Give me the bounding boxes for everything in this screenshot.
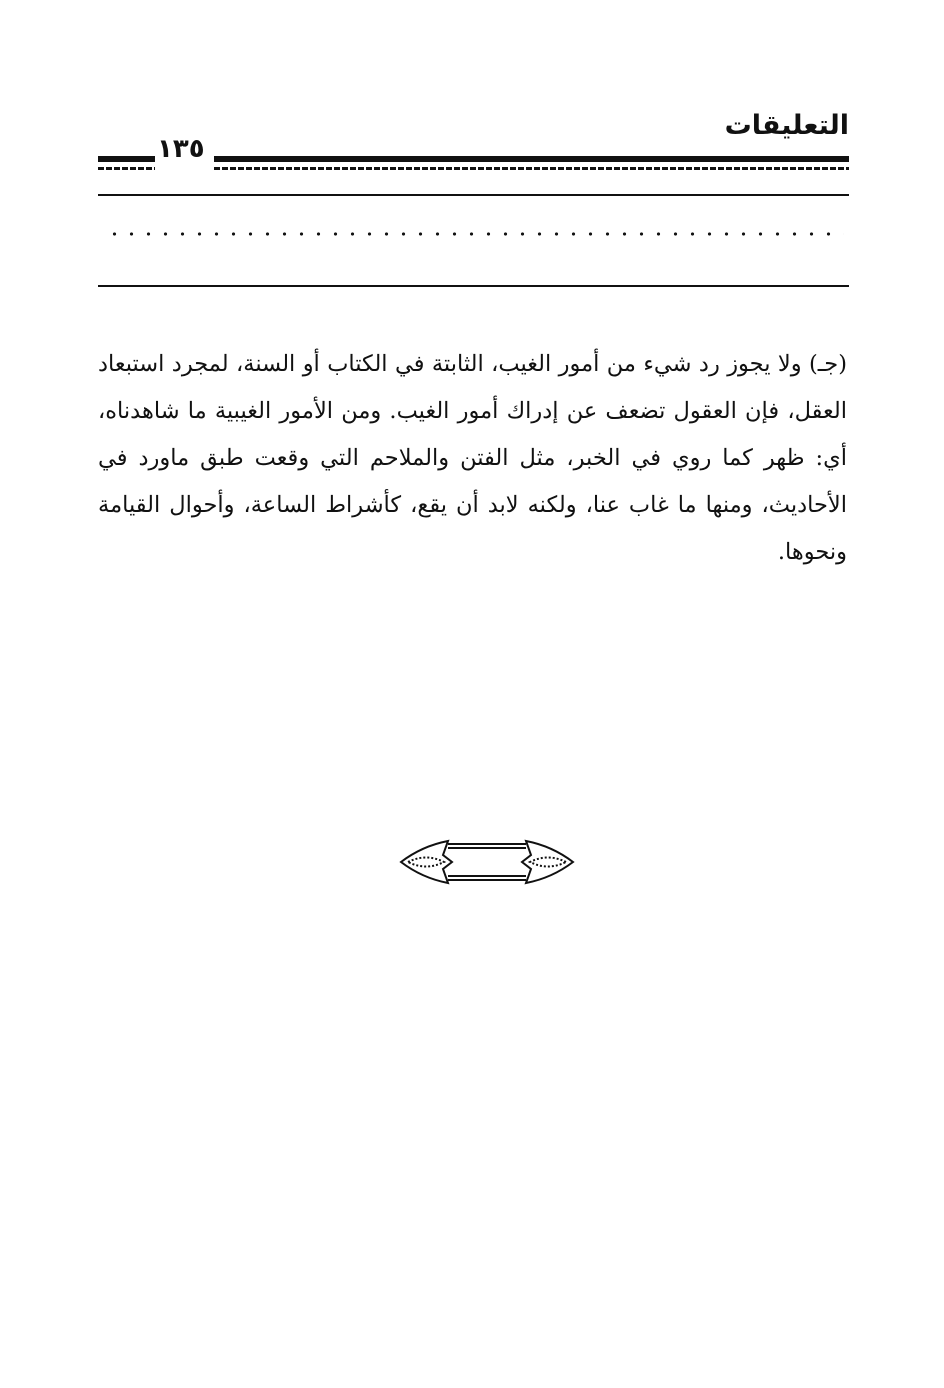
separator-line-top (98, 194, 849, 196)
separator-line-bottom (98, 285, 849, 287)
header-rule-left (98, 156, 155, 162)
header-dash-rule-right (214, 167, 849, 170)
page-number: ١٣٥ (157, 134, 205, 164)
body-paragraph: (جـ) ولا يجوز رد شيء من أمور الغيب، الثابتة في الكتاب أو السنة، لمجرد استبعاد العقل، فإن العقول تضعف عن إدراك أمور الغيب. ومن الأمور الغيبية ما شاهدناه، أي: ظهر كما روي في الخبر، مثل الفتن والملاحم التي وقعت طبق ماورد في الأحاديث، ومنها ما غاب عنا، ولكنه لابد أن يقع، كأشراط الساعة، وأحوال القيامة ونحوها. (98, 350, 847, 565)
decorative-ornament-icon (396, 833, 578, 891)
running-title: التعليقات (724, 110, 849, 141)
dotted-separator (106, 231, 844, 237)
header-dash-rule-left (98, 167, 155, 170)
header-rule-right (214, 156, 849, 162)
